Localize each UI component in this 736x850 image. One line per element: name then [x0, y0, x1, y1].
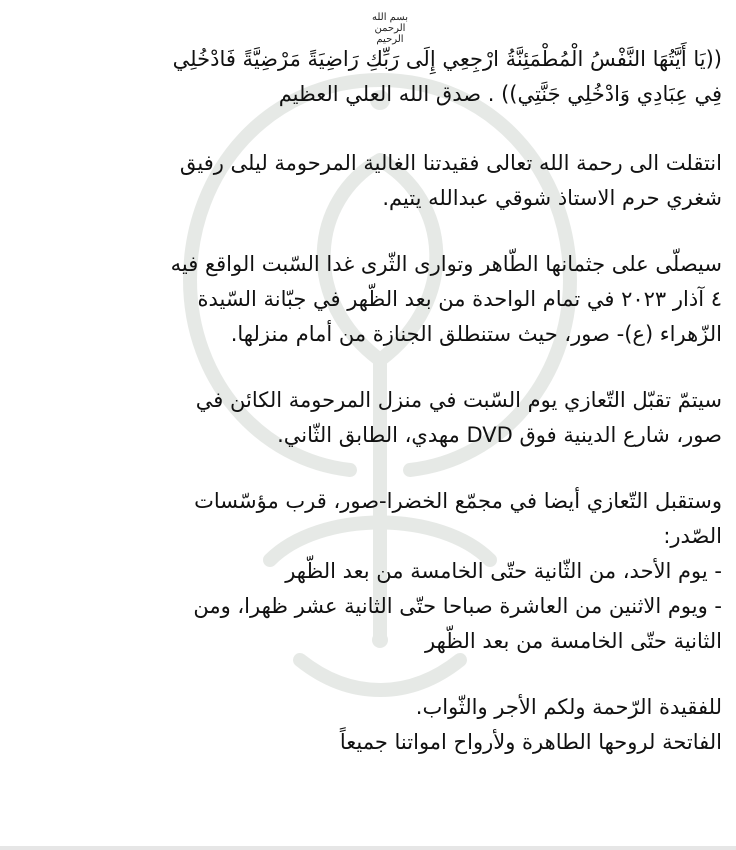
funeral-line-2: ٤ آذار ٢٠٢٣ في تمام الواحدة من بعد الظّهر في جبّانة السّيدة: [197, 287, 722, 311]
announcement-line-2: شغري حرم الاستاذ شوقي عبدالله يتيم.: [382, 186, 722, 210]
condolences-other-line-3: - يوم الأحد، من الثّانية حتّى الخامسة من بعد الظّهر: [285, 559, 722, 583]
condolences-other-line-2: الصّدر:: [663, 524, 722, 548]
quran-line-1: ((يَا أَيَّتُهَا النَّفْسُ الْمُطْمَئِنَّةُ ارْجِعِي إِلَى رَبِّكِ رَاضِيَةً مَرْضِيَّةً فَادْخُلِي: [172, 47, 722, 71]
funeral-details: [18, 247, 722, 352]
closing-prayer: [18, 690, 722, 760]
condolences-other-line-1: وستقبل التّعازي أيضا في مجمّع الخضرا-صور، قرب مؤسّسات: [194, 489, 722, 513]
obituary-text: [18, 42, 722, 791]
announcement-line-1: انتقلت الى رحمة الله تعالى فقيدتنا الغالية المرحومة ليلى رفيق: [179, 151, 722, 175]
bottom-divider: [0, 846, 736, 850]
funeral-line-3: الزّهراء (ع)- صور، حيث ستنطلق الجنازة من أمام منزلها.: [230, 322, 722, 346]
closing-line-1: للفقيدة الرّحمة ولكم الأجر والثّواب.: [415, 695, 722, 719]
condolences-saturday-line-2: صور، شارع الدينية فوق DVD مهدي، الطابق الثّاني.: [277, 423, 722, 447]
quran-line-2: فِي عِبَادِي وَادْخُلِي جَنَّتِي)) . صدق الله العلي العظيم: [278, 82, 722, 106]
condolences-other-line-4: - ويوم الاثنين من العاشرة صباحا حتّى الثانية عشر ظهرا، ومن: [193, 594, 722, 618]
closing-line-2: الفاتحة لروحها الطاهرة ولأرواح امواتنا جميعاً: [339, 730, 722, 754]
quran-verse: [18, 42, 722, 112]
condolences-other-line-5: الثانية حتّى الخامسة من بعد الظّهر: [425, 629, 722, 653]
basmala-calligraphy: بسم الله الرحمن الرحيم: [371, 12, 409, 45]
condolences-other-days: [18, 484, 722, 659]
condolences-saturday-line-1: سيتمّ تقبّل التّعازي يوم السّبت في منزل المرحومة الكائن في: [195, 388, 722, 412]
funeral-line-1: سيصلّى على جثمانها الطّاهر وتوارى الثّرى غدا السّبت الواقع فيه: [170, 252, 722, 276]
condolences-saturday: [18, 383, 722, 453]
death-announcement: [18, 146, 722, 216]
